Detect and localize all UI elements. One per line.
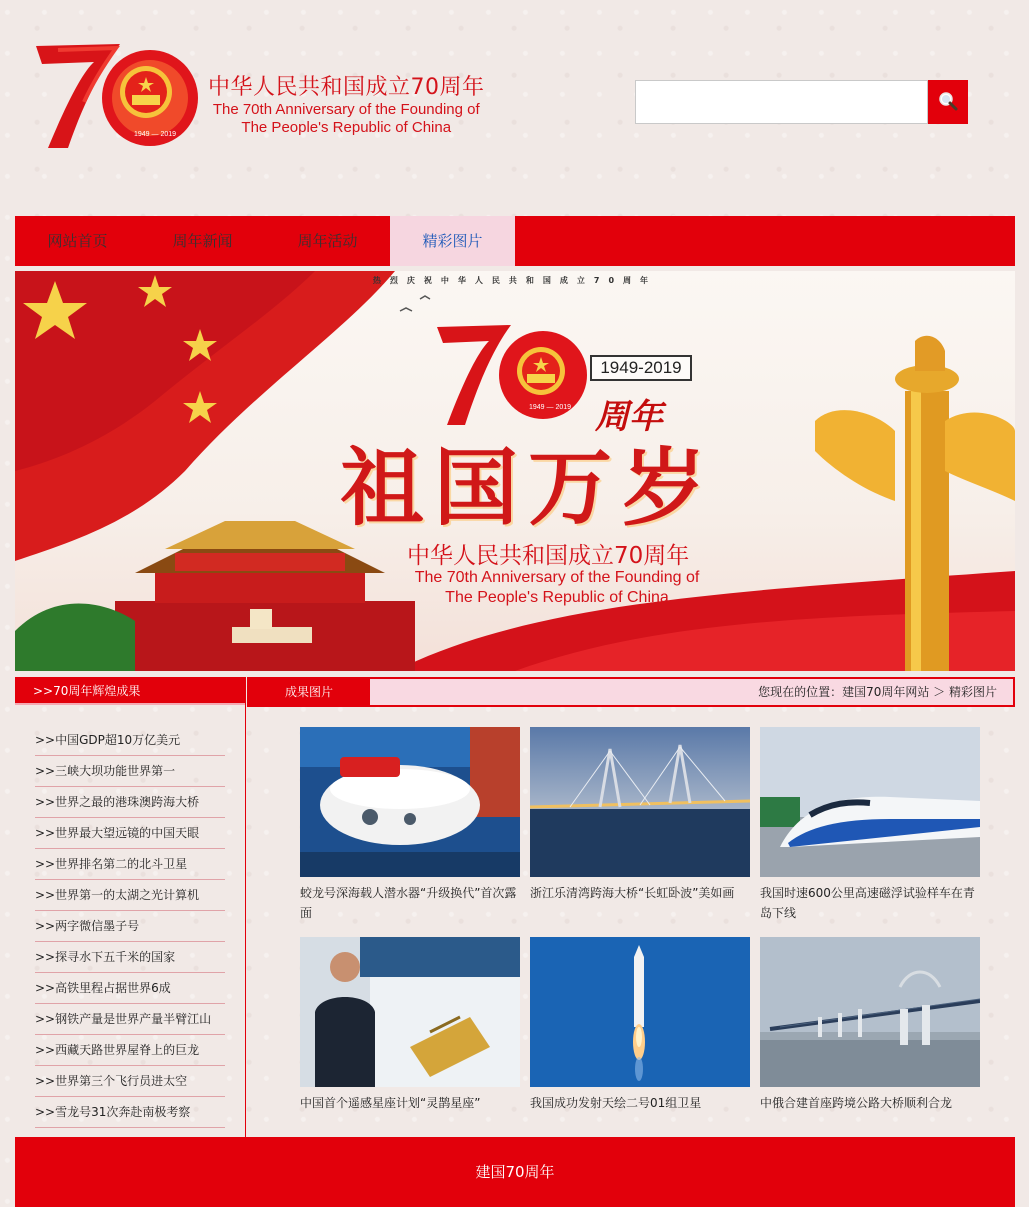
satellite-constellation-photo[interactable]	[300, 937, 520, 1087]
banner-main-slogan: 祖国万岁	[340, 438, 717, 537]
content-header	[247, 677, 1015, 707]
sea-bridge-photo[interactable]	[530, 727, 750, 877]
nav-item-news[interactable]: 周年新闻	[172, 232, 233, 250]
gallery-caption[interactable]: 中国首个遥感星座计划“灵鹊星座”	[300, 1096, 481, 1110]
site-title-en-1: The 70th Anniversary of the Founding of	[212, 101, 480, 118]
banner-top-text: 热烈庆祝中华人民共和国成立70周年	[372, 276, 658, 285]
logo-years: 1949 — 2019	[134, 131, 177, 138]
gallery-caption[interactable]: 浙江乐清湾跨海大桥“长虹卧波”美如画	[530, 886, 735, 900]
sidebar-item[interactable]: >>世界排名第二的北斗卫星	[35, 849, 225, 880]
sidebar-item[interactable]: >>钢铁产量是世界产量半臂江山	[35, 1004, 225, 1035]
content-title: 成果图片	[249, 679, 370, 705]
site-title-en-2: The People's Republic of China	[241, 119, 452, 136]
gallery-card[interactable]	[530, 937, 750, 1113]
site-title-cn: 中华人民共和国成立70周年	[208, 75, 485, 100]
tiananmen-illustration	[15, 521, 415, 671]
gallery-card[interactable]	[300, 727, 520, 923]
sidebar-item[interactable]: >>三峡大坝功能世界第一	[35, 756, 225, 787]
sidebar	[15, 677, 246, 1137]
search-button[interactable]	[928, 80, 968, 124]
sidebar-list	[35, 725, 225, 1128]
banner-70-logo	[437, 325, 587, 425]
magnifier-icon	[936, 90, 960, 114]
gallery-caption[interactable]: 中俄合建首座跨境公路大桥顺利合龙	[760, 1096, 953, 1110]
sidebar-item[interactable]: >>世界第一的太湖之光计算机	[35, 880, 225, 911]
banner-logo-years: 1949 — 2019	[529, 404, 572, 411]
rocket-launch-photo[interactable]	[530, 937, 750, 1087]
gallery-card[interactable]	[300, 937, 520, 1113]
main-nav	[15, 216, 1015, 266]
anniversary-70-logo	[28, 40, 198, 160]
gallery-caption[interactable]: 蛟龙号深海载人潜水器“升级换代”首次露面	[300, 886, 517, 920]
sidebar-item[interactable]: >>两字微信墨子号	[35, 911, 225, 942]
sidebar-item[interactable]: >>世界之最的港珠澳跨海大桥	[35, 787, 225, 818]
sidebar-item[interactable]: >>中国GDP超10万亿美元	[35, 725, 225, 756]
sidebar-item[interactable]: >>西藏天路世界屋脊上的巨龙	[35, 1035, 225, 1066]
nav-item-pictures[interactable]: 精彩图片	[390, 216, 515, 266]
search-input[interactable]	[635, 80, 928, 124]
banner-years: 1949-2019	[590, 355, 692, 381]
sidebar-item[interactable]: >>探寻水下五千米的国家	[35, 942, 225, 973]
banner-title-cn: 中华人民共和国成立70周年	[407, 543, 690, 569]
submersible-photo[interactable]	[300, 727, 520, 877]
sidebar-item[interactable]: >>世界最大望远镜的中国天眼	[35, 818, 225, 849]
nav-item-home[interactable]: 网站首页	[47, 232, 108, 250]
breadcrumb: 您现在的位置：建国70周年网站 ＞ 精彩图片	[758, 685, 997, 699]
banner-title-en-2: The People's Republic of China	[445, 589, 669, 606]
footer: 建国70周年	[15, 1137, 1015, 1207]
maglev-train-photo[interactable]	[760, 727, 980, 877]
sidebar-item[interactable]: >>高铁里程占据世界6成	[35, 973, 225, 1004]
sidebar-title: >>70周年辉煌成果	[15, 677, 245, 705]
banner-title-en-1: The 70th Anniversary of the Founding of	[414, 569, 700, 586]
gallery-caption[interactable]: 我国时速600公里高速磁浮试验样车在青岛下线	[760, 886, 975, 920]
gallery-card[interactable]	[760, 727, 980, 923]
header	[0, 0, 1029, 216]
cross-border-bridge-photo[interactable]	[760, 937, 980, 1087]
gallery-caption[interactable]: 我国成功发射天绘二号01组卫星	[530, 1096, 702, 1110]
site-title	[208, 70, 485, 137]
hero-banner	[15, 271, 1015, 671]
gallery-card[interactable]	[760, 937, 980, 1113]
sidebar-item[interactable]: >>雪龙号31次奔赴南极考察	[35, 1097, 225, 1128]
banner-zhounian: 周年	[595, 397, 663, 437]
sidebar-item[interactable]: >>世界第三个飞行员进太空	[35, 1066, 225, 1097]
search-box	[635, 80, 968, 124]
nav-item-activities[interactable]: 周年活动	[297, 232, 358, 250]
gallery-card[interactable]	[530, 727, 750, 903]
